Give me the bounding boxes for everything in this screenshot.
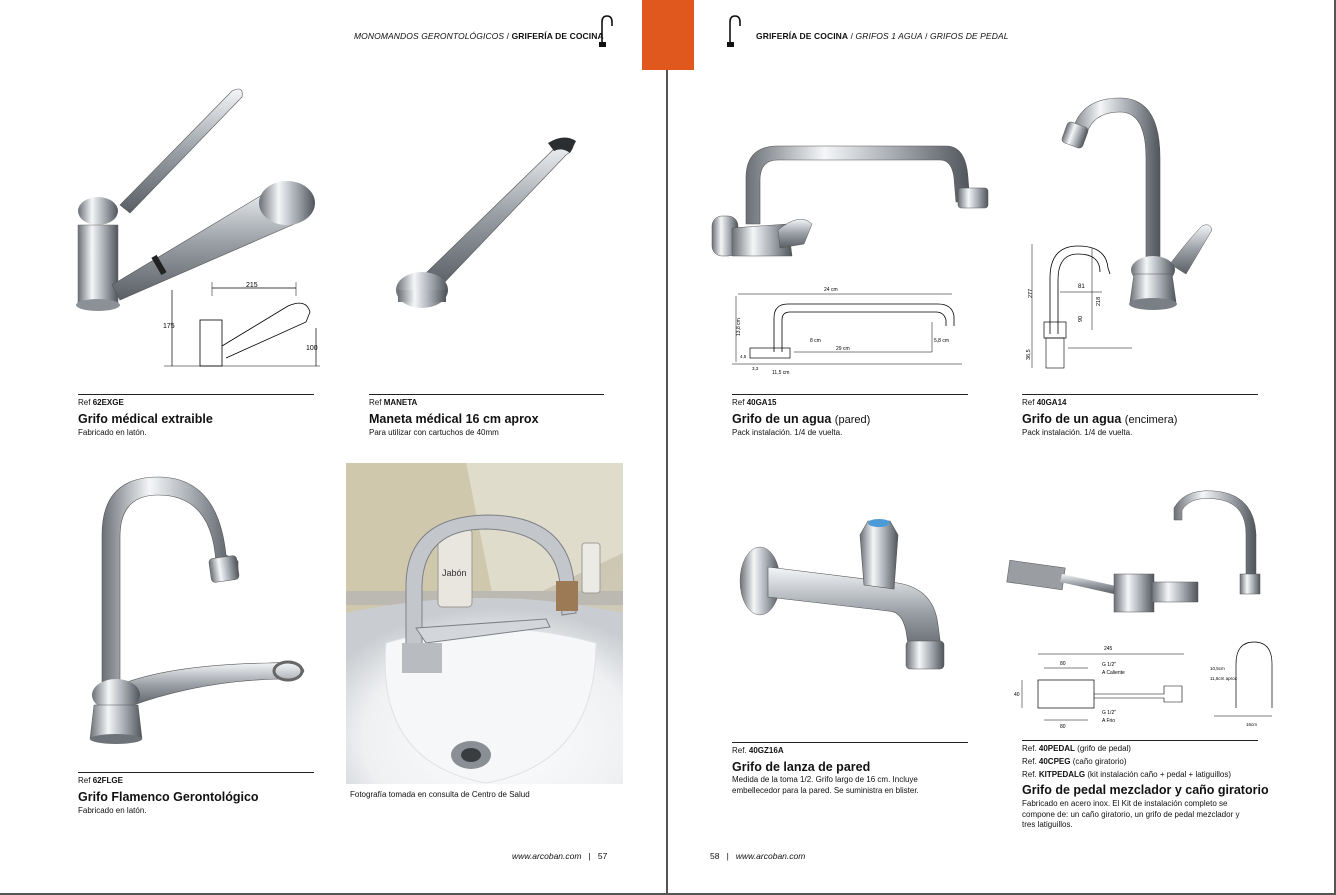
dim-label: 80 <box>1060 724 1066 730</box>
dim-label: 80 <box>1060 661 1066 667</box>
dim-height: 175 <box>163 323 175 330</box>
divider <box>78 772 314 773</box>
dim-label: 29 cm <box>836 346 850 352</box>
dim-spout: 100 <box>306 345 318 352</box>
divider <box>732 742 968 743</box>
dim-label: 5,8 cm <box>934 338 950 344</box>
right-header: GRIFERÍA DE COCINA / GRIFOS 1 AGUA / GRIFOS DE PEDAL <box>756 31 1009 41</box>
footer: www.arcoban.com | 57 <box>512 851 608 861</box>
dim-label: 13,8 cm <box>736 318 742 336</box>
dimension-drawing-40pedal <box>1014 636 1276 732</box>
dim-label: 11,5 cm <box>772 370 790 376</box>
bottle-label: Jabón <box>442 568 467 578</box>
product-title: Grifo de pedal mezclador y caño giratorio <box>1022 783 1269 797</box>
dim-label: G 1/2" <box>1102 662 1117 668</box>
dim-label: 81 <box>1078 284 1085 290</box>
product-image-maneta <box>394 135 580 310</box>
product-title: Grifo Flamenco Gerontológico <box>78 790 259 804</box>
dim-label: 277 <box>1028 288 1034 298</box>
divider <box>1022 394 1258 395</box>
dim-label: 245 <box>1104 646 1113 652</box>
footer-site[interactable]: www.arcoban.com <box>735 851 806 861</box>
divider <box>732 394 968 395</box>
left-header: MONOMANDOS GERONTOLÓGICOS / GRIFERÍA DE COCINA <box>354 31 604 41</box>
dim-label: 90 <box>1078 315 1084 322</box>
product-title: Maneta médical 16 cm aprox <box>369 412 539 426</box>
dim-label: 4,5 <box>740 354 747 359</box>
dim-label: G 1/2" <box>1102 710 1117 716</box>
faucet-icon <box>598 14 614 48</box>
product-title: Grifo de un agua (encimera) <box>1022 412 1178 426</box>
dimension-drawing-40ga15 <box>732 282 990 378</box>
dim-label: A Frio <box>1102 718 1116 724</box>
product-image-40gz16a <box>738 515 948 677</box>
product-ref: Ref 40GA14 <box>1022 398 1067 407</box>
photo-caption: Fotografía tomada en consulta de Centro de Salud <box>350 790 530 799</box>
dim-label: 24 cm <box>824 287 838 293</box>
page-tab <box>642 0 668 70</box>
product-image-40ga15 <box>708 138 990 264</box>
dimension-drawing-62exge <box>160 278 324 374</box>
product-ref: Ref 40GA15 <box>732 398 777 407</box>
right-page <box>668 0 1336 893</box>
product-title: Grifo médical extraible <box>78 412 213 426</box>
health-center-photo <box>346 463 623 784</box>
product-description: Fabricado en latón. <box>78 806 147 815</box>
dim-label: 8 cm <box>810 338 821 344</box>
dim-label: A Caliente <box>1102 670 1125 676</box>
dim-label: 10,5cm <box>1210 666 1225 671</box>
product-image-40pedal <box>1006 490 1272 620</box>
product-ref: Ref. KITPEDALG (kit instalación caño + pedal + latiguillos) <box>1022 770 1232 779</box>
dim-label: 16cm <box>1246 722 1258 727</box>
footer-site[interactable]: www.arcoban.com <box>512 851 582 861</box>
dim-label: 3,3 <box>752 366 759 371</box>
product-ref: Ref. 40GZ16A <box>732 746 784 755</box>
product-ref: Ref 62FLGE <box>78 776 123 785</box>
product-title: Grifo de lanza de pared <box>732 760 871 774</box>
divider <box>1022 740 1258 741</box>
faucet-icon <box>726 14 742 48</box>
product-description: Pack instalación. 1/4 de vuelta. <box>732 428 843 437</box>
product-ref: Ref 62EXGE <box>78 398 124 407</box>
product-ref: Ref. 40PEDAL (grifo de pedal) <box>1022 744 1131 753</box>
product-ref: Ref MANETA <box>369 398 418 407</box>
product-description: Fabricado en acero inox. El Kit de instalación completo se compone de: un caño giratorio, un grifo de pedal mezclador y tres latiguillos. <box>1022 799 1240 829</box>
product-ref: Ref. 40CPEG (caño giratorio) <box>1022 757 1127 766</box>
product-image-62flge <box>88 475 310 747</box>
dim-width: 215 <box>246 282 258 289</box>
product-description: Fabricado en latón. <box>78 428 147 437</box>
product-description: Pack instalación. 1/4 de vuelta. <box>1022 428 1133 437</box>
product-title: Grifo de un agua (pared) <box>732 412 871 426</box>
page-tab <box>668 0 694 70</box>
divider <box>78 394 314 395</box>
product-description: Medida de la toma 1/2. Grifo largo de 16 cm. Incluye embellecedor para la pared. Se suministra en blister. <box>732 775 919 795</box>
page-number: 57 <box>597 851 608 861</box>
left-page <box>0 0 668 893</box>
dim-label: 218 <box>1096 296 1102 306</box>
page-number: 58 <box>710 851 720 861</box>
dimension-drawing-40ga14 <box>1022 238 1122 386</box>
dim-label: 36,5 <box>1026 349 1032 360</box>
footer: 58 | www.arcoban.com <box>710 851 806 861</box>
divider <box>369 394 604 395</box>
product-description: Para utilizar con cartuchos de 40mm <box>369 428 499 437</box>
dim-label: 40 <box>1014 692 1020 698</box>
dim-label: 11,5cm aprox <box>1210 676 1237 681</box>
